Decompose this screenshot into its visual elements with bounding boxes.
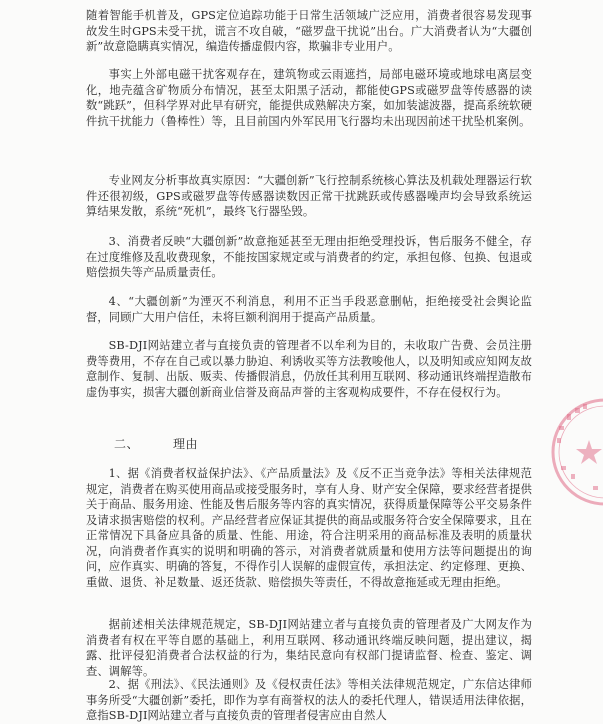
paragraph-4: 3、消费者反映“大疆创新”故意拖延甚至无理由拒绝受理投诉，售后服务不健全，存在过度维修及乱收费现象，不能按国家规定或与消费者的约定，承担包修、包换、包退或赔偿损失等产品质量责任。 [86,235,532,279]
section-title: 理由 [173,437,199,451]
section-number: 二、 [114,437,140,451]
paragraph-9: 2、据《刑法》、《民法通则》及《侵权责任法》等相关法律规范规定，广东信达律师事务所受“大疆创新”委托，即作为享有商誉权的法人的委托代理人，错误适用法律依据，意指SB-DJI网站建立者与直接负责的管理者侵害应由自然人 [86,678,532,722]
paragraph-7: 1、据《消费者权益保护法》、《产品质量法》及《反不正当竞争法》等相关法律规范规定，消费者在购买使用商品或接受服务时，享有人身、财产安全保障，要求经营者提供关于商品、服务用途、性能及售后服务等内容的真实情况，获得质量保障等公平交易条件及请求损害赔偿的权利。产品经营者应保证其提供的商品或服务符合安全保障要求，且在正常情况下具备应具备的质量、性能、用途，符合注明采用的商品标准及表明的质量状况，向消费者作真实的说明和明确的答示，对消费者就质量和使用方法等问题提出的询问，应作真实、明确的答复，不得作引人误解的虚假宣传，承担法定、约定修理、更换、重做、退货、补足数量、返还货款、赔偿损失等责任，不得故意拖延或无理由拒绝。 [86,467,532,589]
seal-stamp [545,392,603,512]
paragraph-1: 随着智能手机普及，GPS定位追踪功能于日常生活领域广泛应用，消费者很容易发现事故发生时GPS未受干扰，谎言不攻自破，“磁罗盘干扰说”出台。广大消费者认为“大疆创新”故意隐瞒真实情况，编造传播虚假内容，欺骗非专业用户。 [86,9,532,53]
paragraph-5: 4、“大疆创新”为湮灭不利消息，利用不正当手段恶意删帖，拒绝接受社会舆论监督，同顾广大用户信任，未将巨额利润用于提高产品质量。 [86,295,532,324]
section-heading [114,436,198,452]
paragraph-3: 专业网友分析事故真实原因：“大疆创新”飞行控制系统核心算法及机载处理器运行软件还很初级，GPS或磁罗盘等传感器读数因正常干扰跳跃或传感器噪声均会导致系统运算结果发散，系统“死机”，最终飞行器坠毁。 [86,174,532,218]
paragraph-6: SB-DJI网站建立者与直接负责的管理者不以牟利为目的，未收取广告费、会员注册费等费用，不存在自己或以暴力胁迫、利诱收买等方法教唆他人，以及明知或应知网友故意制作、复制、出版、贩卖、传播假消息，仍放任其利用互联网、移动通讯终端捏造散布虚伪事实，损害大疆创新商业信誉及商品声誉的主客观构成要件，不存在侵权行为。 [86,339,532,399]
paragraph-8: 据前述相关法律规范规定，SB-DJI网站建立者与直接负责的管理者及广大网友作为消费者有权在平等自愿的基础上，利用互联网、移动通讯终端反映问题，提出建议，揭露、批评侵犯消费者合法权益的行为，集结民意向有权部门提请监督、检查、鉴定、调查、调解等。 [86,618,532,678]
paragraph-2: 事实上外部电磁干扰客观存在，建筑物或云雨遮挡，局部电磁环境或地球电离层变化，地壳蕴含矿物质分布情况，甚至太阳黑子活动，都能使GPS或磁罗盘等传感器的读数“跳跃”，但科学界对此早有研究，能提供成熟解决方案，如加装滤波器，提高系统软硬件抗干扰能力（鲁棒性）等，且目前国内外军民用飞行器均未出现因前述干扰坠机案例。 [86,68,532,128]
